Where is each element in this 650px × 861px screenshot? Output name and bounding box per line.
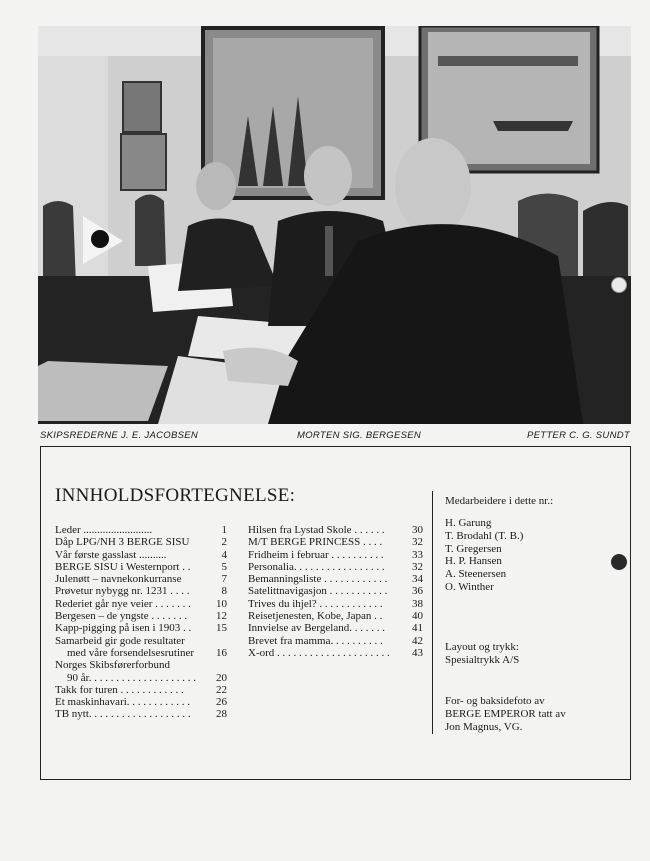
contributor-name: H. Garung [445,517,492,529]
photo-credit-line: BERGE EMPEROR tatt av [445,707,566,720]
cover-photo [38,26,631,424]
contributor-name: T. Brodahl (T. B.) [445,529,524,542]
contributor-name: A. Steenersen [445,568,507,581]
photo-credit [445,695,566,733]
contributors-list [445,517,523,594]
caption-center: MORTEN SIG. BERGESEN [297,430,422,441]
punch-hole-top [611,277,627,293]
toc-entry[interactable]: Takk for turen . . . . . . . . . . . . 22 [55,683,227,696]
contributors-heading: Medarbeidere i dette nr.: [445,495,554,507]
toc-entry[interactable]: Prøvetur nybygg nr. 1231 . . . . 8 [55,585,227,598]
toc-entry[interactable]: Satelittnavigasjon . . . . . . . . . . . 36 [248,585,423,598]
contributor-name: H. P. Hansen [445,555,502,568]
caption-left: SKIPSREDERNE J. E. JACOBSEN [40,430,199,441]
toc-entry[interactable]: Innvielse av Bergeland. . . . . . . 41 [248,622,423,635]
toc-column-1 [55,524,227,721]
toc-entry[interactable]: BERGE SISU i Westernport . . 5 [55,560,227,573]
contents-box [40,446,631,780]
toc-entry[interactable]: Hilsen fra Lystad Skole . . . . . . 30 [248,524,423,536]
toc-entry[interactable]: Fridheim i februar . . . . . . . . . . 33 [248,548,423,561]
toc-entry[interactable]: X-ord . . . . . . . . . . . . . . . . . . . . . 43 [248,646,423,659]
toc-entry[interactable]: Kapp-pigging på isen i 1903 . . 15 [55,622,227,635]
layout-value: Spesialtrykk A/S [445,653,520,666]
office-meeting-photo [38,26,631,424]
toc-entry[interactable]: Personalia. . . . . . . . . . . . . . . . . 32 [248,560,423,573]
toc-entry[interactable]: Norges Skibsførerforbund [55,659,170,672]
toc-column-2 [248,524,423,659]
contributor-name: T. Gregersen [445,542,502,555]
toc-entry[interactable]: Bergesen – de yngste . . . . . . . 12 [55,610,227,623]
toc-entry[interactable]: med våre forsendelsesrutiner 16 [67,646,227,659]
contents-heading: INNHOLDSFORTEGNELSE: [55,485,296,506]
column-divider [432,491,433,734]
toc-entry[interactable]: Dåp LPG/NH 3 BERGE SISU 2 [55,536,227,549]
photo-captions [40,430,632,444]
toc-entry[interactable]: 90 år. . . . . . . . . . . . . . . . . . . . 20 [67,671,227,684]
toc-entry[interactable]: Reisetjenesten, Kobe, Japan . . 40 [248,610,423,623]
toc-entry[interactable]: Leder ......................... 1 [55,524,227,536]
toc-entry[interactable]: Julenøtt – navnekonkurranse 7 [55,573,227,586]
layout-heading: Layout og trykk: [445,641,519,653]
toc-entry[interactable]: Bemanningsliste . . . . . . . . . . . . 34 [248,573,423,586]
toc-entry[interactable]: Brevet fra mamma. . . . . . . . . . 42 [248,634,423,647]
toc-entry[interactable]: Trives du ihjel? . . . . . . . . . . . . 38 [248,597,423,610]
toc-entry[interactable]: Rederiet går nye veier . . . . . . . 10 [55,597,227,610]
toc-entry[interactable]: Vår første gasslast .......... 4 [55,548,227,561]
caption-right: PETTER C. G. SUNDT [526,430,630,441]
toc-entry[interactable]: Samarbeid gir gode resultater [55,634,185,647]
punch-hole [611,554,627,570]
toc-entry[interactable]: TB nytt. . . . . . . . . . . . . . . . . . . 28 [55,708,227,721]
layout-credit [445,641,519,667]
toc-entry[interactable]: Et maskinhavari. . . . . . . . . . . . 26 [55,696,227,709]
toc-entry[interactable]: M/T BERGE PRINCESS . . . . 32 [248,536,423,549]
photo-credit-line: Jon Magnus, VG. [445,720,523,733]
contributor-name: O. Winther [445,580,494,593]
photo-credit-line: For- og baksidefoto av [445,695,545,707]
